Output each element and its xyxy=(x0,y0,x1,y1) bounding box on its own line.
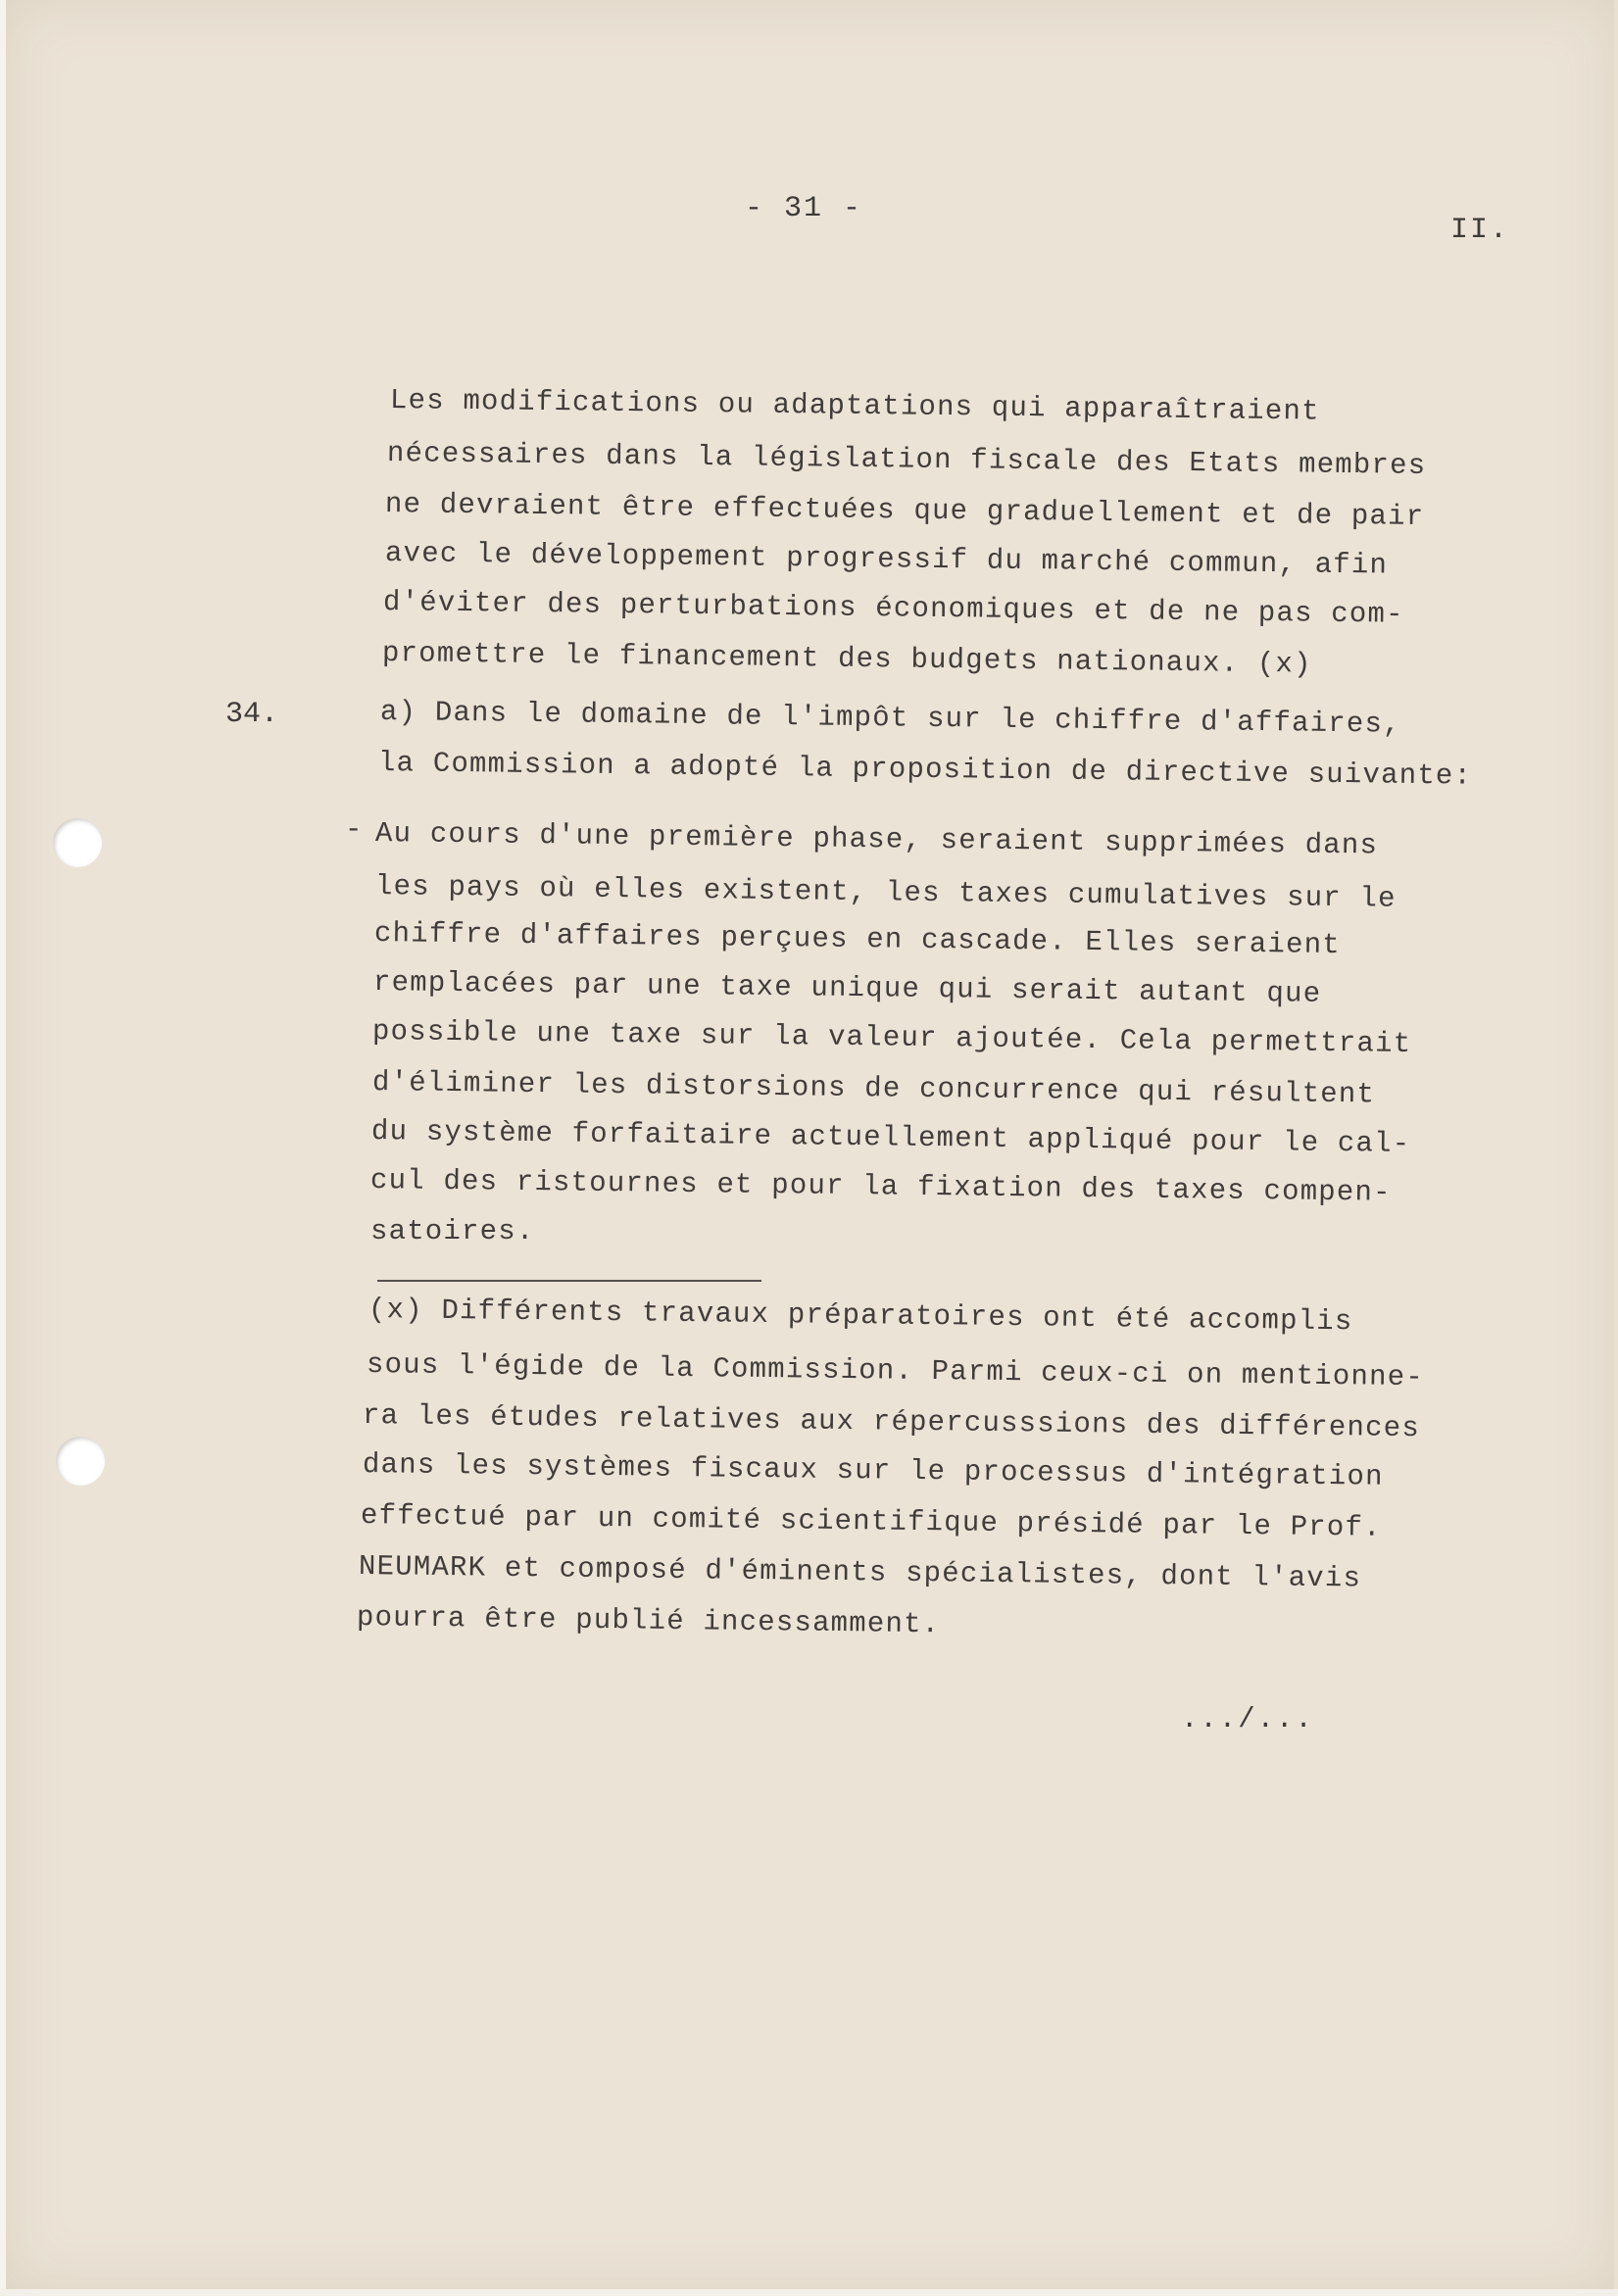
punch-hole-bottom xyxy=(56,1437,105,1486)
list-item-line: cul des ristournes et pour la fixation des taxes compen- xyxy=(369,1164,1392,1209)
intro-line: nécessaires dans la législation fiscale des Etats membres xyxy=(386,437,1427,482)
list-item-line: du système forfaitaire actuellement appliqué pour le cal- xyxy=(370,1115,1411,1160)
list-dash: - xyxy=(345,813,363,846)
intro-line: d'éviter des perturbations économiques et de ne pas com- xyxy=(382,586,1404,631)
paragraph-34-line: a) Dans le domaine de l'impôt sur le chiffre d'affaires, xyxy=(379,696,1401,741)
intro-line: ne devraient être effectuées que graduellement et de pair xyxy=(384,488,1425,533)
footnote-line: pourra être publié incessamment. xyxy=(356,1601,941,1641)
punch-hole-top xyxy=(53,818,102,867)
footnote-line: ra les études relatives aux répercusssions des différences xyxy=(362,1399,1421,1445)
footnote-line: effectué par un comité scientifique présidé par le Prof. xyxy=(360,1499,1382,1544)
list-item-line: possible une taxe sur la valeur ajoutée. Cela permettrait xyxy=(371,1015,1412,1060)
intro-line: avec le développement progressif du marché commun, afin xyxy=(384,537,1389,582)
footnote-line: NEUMARK et composé d'éminents spécialistes, dont l'avis xyxy=(358,1550,1362,1595)
footnote-separator xyxy=(377,1280,761,1282)
list-item-line: remplacées par une taxe unique qui serait autant que xyxy=(372,966,1322,1010)
section-marker: II. xyxy=(1450,214,1510,247)
list-item-line: Au cours d'une première phase, seraient supprimées dans xyxy=(374,817,1379,862)
footnote-line: sous l'égide de la Commission. Parmi ceux-ci on mentionne- xyxy=(366,1348,1425,1394)
continuation-mark: .../... xyxy=(1181,1703,1314,1735)
intro-line: promettre le financement des budgets nationaux. (x) xyxy=(381,637,1312,681)
page-number: - 31 - xyxy=(745,192,863,225)
intro-line: Les modifications ou adaptations qui apparaîtraient xyxy=(389,384,1320,428)
scan-edge xyxy=(0,0,6,2296)
scan-edge-bottom xyxy=(0,2289,1618,2296)
list-item-line: satoires. xyxy=(370,1215,535,1247)
list-item-line: les pays où elles existent, les taxes cumulatives sur le xyxy=(374,870,1397,915)
paragraph-34-line: la Commission a adopté la proposition de directive suivante: xyxy=(377,747,1473,793)
list-item-line: chiffre d'affaires perçues en cascade. Elles seraient xyxy=(373,917,1342,962)
footnote-line: dans les systèmes fiscaux sur le processus d'intégration xyxy=(362,1448,1384,1493)
list-item-line: d'éliminer les distorsions de concurrence qui résultent xyxy=(371,1066,1376,1111)
paragraph-number: 34. xyxy=(225,698,279,731)
footnote-line: (x) Différents travaux préparatoires ont été accomplis xyxy=(368,1294,1353,1339)
